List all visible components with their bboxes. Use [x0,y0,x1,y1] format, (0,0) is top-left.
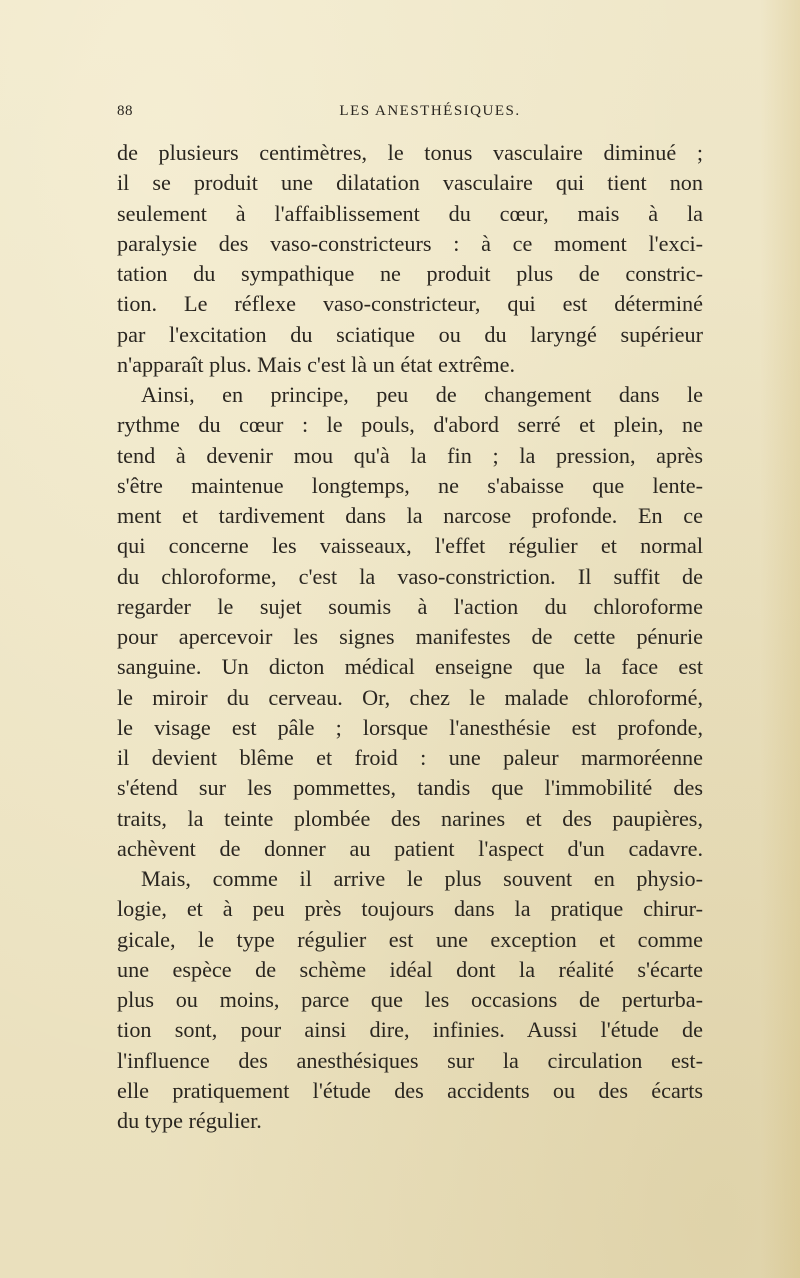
text-line: tion. Le réflexe vaso-constricteur, qui est déterminé [117,291,703,317]
text-line: s'être maintenue longtemps, ne s'abaisse que lente- [117,472,703,498]
text-line: il devient blême et froid : une paleur marmoréenne [117,745,703,770]
text-line: une espèce de schème idéal dont la réalité s'écarte [117,956,703,982]
page-number: 88 [117,103,133,119]
text-line: elle pratiquement l'étude des accidents ou des écarts [117,1077,703,1103]
text-line: sanguine. Un dicton médical enseigne que la face est [117,654,703,680]
running-head [117,103,703,127]
text-line: il se produit une dilatation vasculaire qui tient non [117,170,703,196]
text-line: logie, et à peu près toujours dans la pratique chirur- [117,896,703,922]
text-line: Ainsi, en principe, peu de changement dans le [141,382,703,407]
text-line: du type régulier. [117,1108,262,1133]
text-line: achèvent de donner au patient l'aspect d'un cadavre. [117,835,703,861]
body-text [117,138,703,1136]
text-line: tend à devenir mou qu'à la fin ; la pression, après [117,442,703,468]
text-line: de plusieurs centimètres, le tonus vasculaire diminué ; [117,140,703,165]
text-line: seulement à l'affaiblissement du cœur, mais à la [117,200,703,226]
text-line: par l'excitation du sciatique ou du laryngé supérieur [117,321,703,347]
text-line: plus ou moins, parce que les occasions de perturba- [117,987,703,1012]
text-line: tion sont, pour ainsi dire, infinies. Aussi l'étude de [117,1017,703,1043]
text-line: gicale, le type régulier est une exception et comme [117,926,703,952]
text-line: qui concerne les vaisseaux, l'effet régulier et normal [117,533,703,559]
text-line: le visage est pâle ; lorsque l'anesthésie est profonde, [117,714,703,740]
text-line: rythme du cœur : le pouls, d'abord serré et plein, ne [117,412,703,438]
text-line: n'apparaît plus. Mais c'est là un état extrême. [117,351,515,377]
text-line: traits, la teinte plombée des narines et des paupières, [117,805,703,831]
text-line: paralysie des vaso-constricteurs : à ce moment l'exci- [117,230,703,256]
running-title: LES ANESTHÉSIQUES. [339,103,521,119]
text-line: ment et tardivement dans la narcose profonde. En ce [117,503,703,528]
text-line: s'étend sur les pommettes, tandis que l'immobilité des [117,775,703,801]
text-line: pour apercevoir les signes manifestes de cette pénurie [117,624,703,649]
text-line: le miroir du cerveau. Or, chez le malade chloroformé, [117,684,703,710]
text-line: du chloroforme, c'est la vaso-constriction. Il suffit de [117,563,703,589]
text-line: tation du sympathique ne produit plus de constric- [117,261,703,286]
text-line: regarder le sujet soumis à l'action du chloroforme [117,593,703,619]
text-line: Mais, comme il arrive le plus souvent en physio- [141,866,703,891]
text-line: l'influence des anesthésiques sur la circulation est- [117,1047,703,1073]
